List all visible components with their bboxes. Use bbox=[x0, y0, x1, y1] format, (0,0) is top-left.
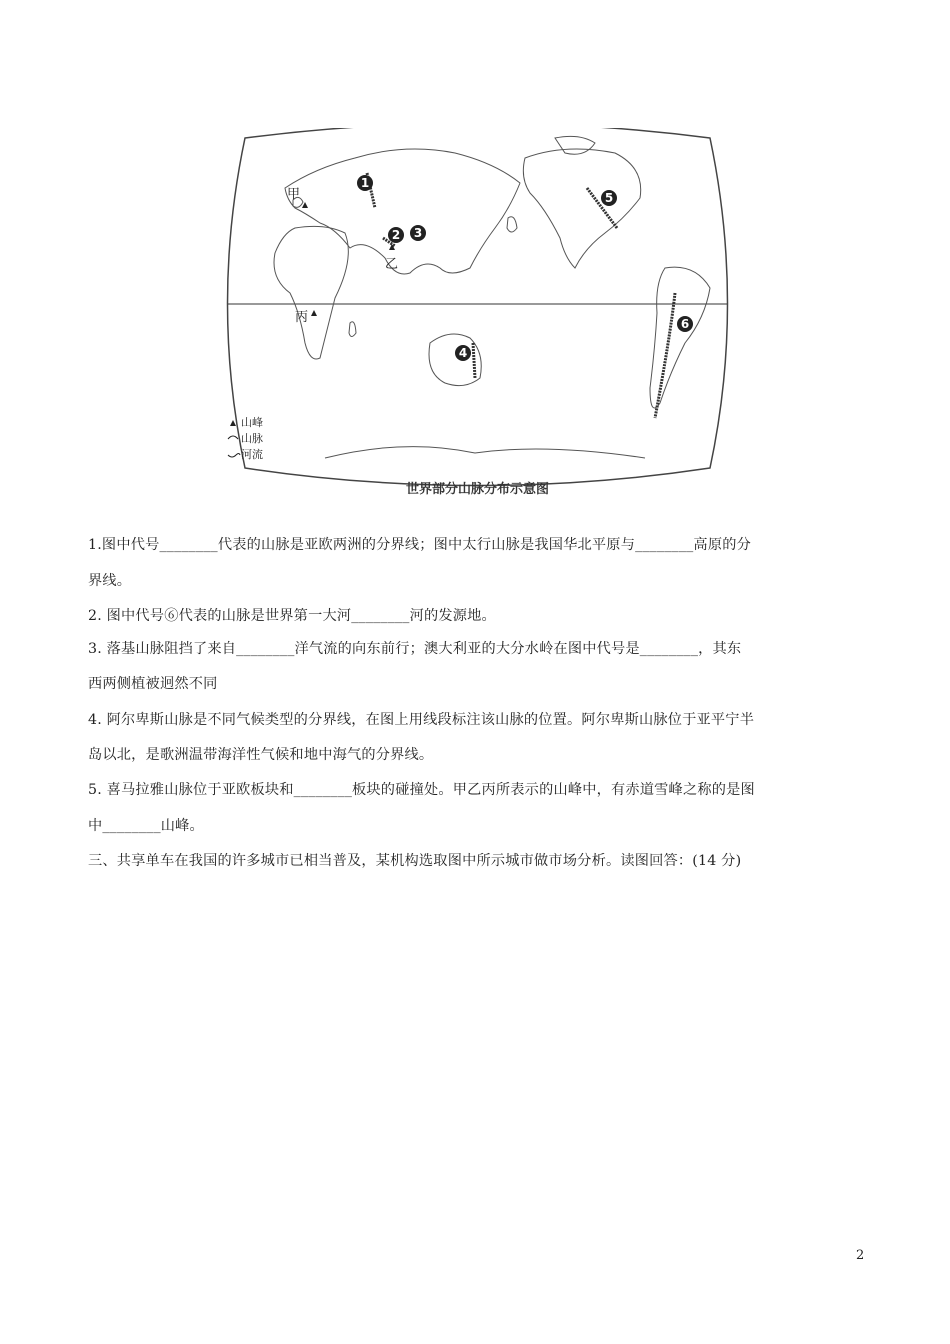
legend-range-icon bbox=[228, 436, 238, 439]
marker-3-label: 3 bbox=[413, 226, 423, 240]
legend-range-label: 山脉 bbox=[241, 432, 263, 445]
legend-river-label: 河流 bbox=[241, 448, 263, 461]
legend-river-icon bbox=[228, 454, 240, 458]
section-3-heading: 三、共享单车在我国的许多城市已相当普及，某机构选取图中所示城市做市场分析。读图回答：(14 分) bbox=[88, 853, 742, 869]
question-1-line-1: 1.图中代号________代表的山脉是亚欧两洲的分界线；图中太行山脉是我国华北平原与________高原的分 bbox=[88, 537, 751, 553]
question-2-line-1: 2. 图中代号⑥代表的山脉是世界第一大河________河的发源地。 bbox=[88, 608, 496, 624]
question-4-line-1: 4. 阿尔卑斯山脉是不同气候类型的分界线，在图上用线段标注该山脉的位置。阿尔卑斯山脉位于亚平宁半 bbox=[88, 712, 755, 728]
peak-label-jia: 甲 bbox=[287, 187, 301, 202]
peak-label-yi: 乙 bbox=[385, 257, 399, 272]
marker-4-label: 4 bbox=[458, 346, 468, 360]
peak-label-bing: 丙 bbox=[295, 310, 309, 325]
map-frame bbox=[228, 128, 728, 486]
marker-2-label: 2 bbox=[391, 228, 401, 242]
page-number: 2 bbox=[856, 1248, 865, 1263]
world-mountains-map bbox=[225, 128, 730, 498]
question-1-line-2: 界线。 bbox=[88, 573, 132, 589]
question-4-line-2: 岛以北，是歌洲温带海洋性气候和地中海气的分界线。 bbox=[88, 747, 434, 763]
question-5-line-1: 5. 喜马拉雅山脉位于亚欧板块和________板块的碰撞处。甲乙丙所表示的山峰中，有赤道雪峰之称的是图 bbox=[88, 782, 755, 798]
legend-peak-label: 山峰 bbox=[241, 416, 263, 429]
figure-caption: 世界部分山脉分布示意图 bbox=[405, 482, 549, 497]
question-3-line-1: 3. 落基山脉阻挡了来自________洋气流的向东前行；澳大利亚的大分水岭在图中代号是________，其东 bbox=[88, 641, 742, 657]
marker-5-label: 5 bbox=[604, 191, 614, 205]
question-3-line-2: 西两侧植被迥然不同 bbox=[88, 676, 218, 692]
marker-6-label: 6 bbox=[680, 317, 690, 331]
question-5-line-2: 中________山峰。 bbox=[88, 818, 204, 834]
legend-peak-icon bbox=[230, 420, 236, 426]
marker-1-label: 1 bbox=[360, 176, 370, 190]
